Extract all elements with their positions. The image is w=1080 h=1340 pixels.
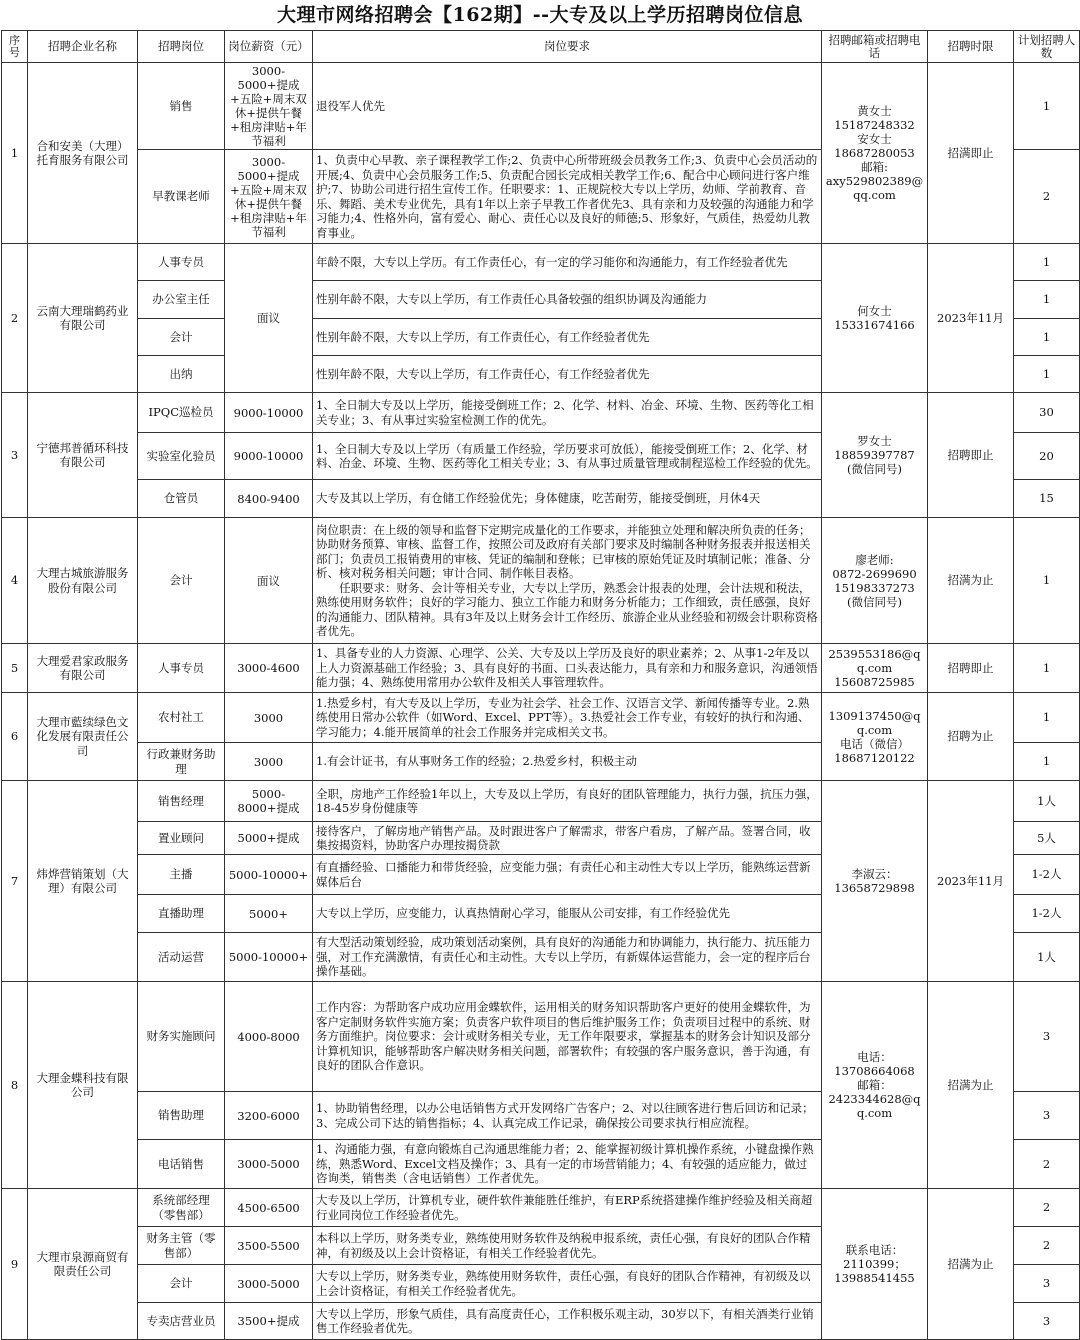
job-salary: 3000-5000+提成+五险+周末双休+提供午餐+租房津贴+年节福利 — [225, 150, 313, 244]
table-row — [2, 244, 1080, 281]
planned-count: 1 — [1014, 319, 1080, 356]
planned-count: 1 — [1014, 644, 1080, 693]
planned-count: 30 — [1014, 393, 1080, 433]
job-requirements: 有大型活动策划经验，成功策划活动案例，具有良好的沟通能力和协调能力，执行能力、抗压能力强，对工作充满激情，有责任心和主动性。大专以上学历，有新媒体运营能力，会一定的程序后台操作基础。 — [313, 933, 822, 982]
row-seq: 4 — [2, 518, 28, 644]
job-position: 人事专员 — [138, 644, 225, 693]
job-requirements: 1、协助销售经理，以办公电话销售方式开发网络广告客户；2、对以往顾客进行售后回访和记录；3、完成公司下达的销售指标；4、认真完成工作记录，确保按公司要求执行相应流程。 — [313, 1092, 822, 1140]
job-requirements: 性别年龄不限，大专以上学历，有工作责任心具备较强的组织协调及沟通能力 — [313, 281, 822, 319]
row-seq: 5 — [2, 644, 28, 693]
header-position: 招聘岗位 — [138, 31, 225, 63]
row-seq: 6 — [2, 693, 28, 781]
table-row — [2, 693, 1080, 743]
planned-count: 5人 — [1014, 822, 1080, 855]
job-requirements: 岗位职责：在上级的领导和监督下定期完成量化的工作要求，并能独立处理和解决所负责的任务；协助财务预算、审核、监督工作，按照公司及政府有关部门要求及时编制各种财务报表并报送相关部门；负责员工报销费用的审核、凭证的编制和登帐；已审核的原始凭证及时填制记帐；准备、分析、核对税务相关问题；审计合同、制作帐目表格。 任职要求：财务、会计等相关专业，大专以上学历，熟悉会计报表的处理，会计法规和税法，熟练使用财务软件；良好的学习能力、独立工作能力和财务分析能力；工作细致，责任感强，良好的沟通能力、团队精神。具有3年及以上财务会计工作经历、旅游企业从业经验和初级会计职称资格者优先。 — [313, 518, 822, 644]
job-requirements: 退役军人优先 — [313, 63, 822, 150]
job-position: 出纳 — [138, 356, 225, 393]
header-seq: 序号 — [2, 31, 28, 63]
job-salary: 3000 — [225, 743, 313, 781]
job-requirements: 全职，房地产工作经验1年以上，大专及以上学历，有良好的团队管理能力，执行力强，抗压力强，18-45岁身份健康等 — [313, 781, 822, 822]
job-position: 会计 — [138, 518, 225, 644]
row-seq: 7 — [2, 781, 28, 982]
table-row — [2, 518, 1080, 644]
deadline: 招满即止 — [928, 63, 1014, 244]
job-requirements: 1、具备专业的人力资源、心理学、公关、大专及以上学历及良好的职业素养；2、从事1-2年及以上人力资源基础工作经验；3、具有良好的书面、口头表达能力，具有亲和力和服务意识，沟通领悟能力强；4、熟练使用常用办公软件及相关人事管理软件。 — [313, 644, 822, 693]
company-name: 大理金蝶科技有限公司 — [28, 982, 138, 1189]
job-position: 行政兼财务助理 — [138, 743, 225, 781]
job-salary: 3500+提成 — [225, 1303, 313, 1340]
job-position: 销售助理 — [138, 1092, 225, 1140]
row-seq: 8 — [2, 982, 28, 1189]
job-salary: 3000-5000+提成+五险+周末双休+提供午餐+租房津贴+年节福利 — [225, 63, 313, 150]
deadline: 招满为止 — [928, 982, 1014, 1189]
job-requirements: 性别年龄不限，大专以上学历，有工作责任心，有工作经验者优先 — [313, 319, 822, 356]
job-salary: 3500-5500 — [225, 1227, 313, 1265]
job-position: 销售经理 — [138, 781, 225, 822]
header-company: 招聘企业名称 — [28, 31, 138, 63]
contact-info: 廖老师: 0872-2699690 15198337273 (微信同号) — [822, 518, 928, 644]
job-requirements: 1、全日制大专及以上学历，能接受倒班工作；2、化学、材料、冶金、环境、生物、医药等化工相关专业；3、有从事过实验室检测工作的优先。 — [313, 393, 822, 433]
job-salary: 面议 — [225, 518, 313, 644]
job-requirements: 1、负责中心早教、亲子课程教学工作;2、负责中心所带班级会员教务工作;3、负责中心会员活动的开展;4、负责中心会员服务工作;5、负责配合园长完成相关教学工作;6、配合中心顾问进行客户维护;7、协助公司进行招生宣传工作。任职要求：1、正规院校大专以上学历，幼师、学前教育、音乐、舞蹈、美术专业优先，具有1年以上亲子早教工作者优先3、具有亲和力及较强的沟通能力和学习能力;4、性格外向，富有爱心、耐心、责任心以及良好的师德;5、形象好，气质佳，热爱幼儿教育事业。 — [313, 150, 822, 244]
job-requirements: 大专以上学历，形象气质佳，具有高度责任心，工作积极乐观主动，30岁以下，有相关酒类行业销售工作经验者优先。 — [313, 1303, 822, 1340]
job-position: 人事专员 — [138, 244, 225, 281]
planned-count: 2 — [1014, 1227, 1080, 1265]
contact-info: 何女士 15331674166 — [822, 244, 928, 393]
job-requirements: 大专以上学历，应变能力，认真热情耐心学习，能服从公司安排，有工作经验优先 — [313, 895, 822, 933]
job-requirements: 年龄不限，大专以上学历。有工作责任心，有一定的学习能你和沟通能力，有工作经验者优先 — [313, 244, 822, 281]
job-position: 活动运营 — [138, 933, 225, 982]
job-position: 主播 — [138, 855, 225, 895]
job-salary: 5000+提成 — [225, 822, 313, 855]
job-salary: 5000-10000+ — [225, 855, 313, 895]
job-requirements: 本科以上学历，财务类专业，熟练使用财务软件及纳税申报系统，责任心强，有良好的团队合作精神，有初级及以上会计资格证，有相关工作经验者优先。 — [313, 1227, 822, 1265]
job-position: 系统部经理（零售部） — [138, 1189, 225, 1227]
job-requirements: 1.热爱乡村，有大专及以上学历，专业为社会学、社会工作、汉语言文学、新闻传播等专业。2.熟练使用日常办公软件（如Word、Excel、PPT等）。3.热爱社会工作专业，有较好的执行和沟通、学习能力；4.能开展简单的社会工作服务并完成相关文书。 — [313, 693, 822, 743]
job-salary: 3000-4600 — [225, 644, 313, 693]
planned-count: 3 — [1014, 1303, 1080, 1340]
job-position: 仓管员 — [138, 480, 225, 518]
planned-count: 1人 — [1014, 933, 1080, 982]
contact-info: 1309137450@qq.com 电话（微信） 18687120122 — [822, 693, 928, 781]
job-position: 财务实施顾问 — [138, 982, 225, 1092]
job-position: 会计 — [138, 319, 225, 356]
company-name: 宁德邦普循环科技有限公司 — [28, 393, 138, 518]
row-seq: 3 — [2, 393, 28, 518]
job-requirements: 1、全日制大专及以上学历（有质量工作经验，学历要求可放低），能接受倒班工作；2、化学、材料、冶金、环境、生物、医药等化工相关专业；3、有从事过质量管理或制程巡检工作经验的优先。 — [313, 433, 822, 480]
planned-count: 3 — [1014, 982, 1080, 1092]
job-position: IPQC巡检员 — [138, 393, 225, 433]
table-row — [2, 781, 1080, 822]
table-body — [2, 63, 1080, 1340]
company-name: 大理市泉源商贸有限责任公司 — [28, 1189, 138, 1340]
planned-count: 1-2人 — [1014, 895, 1080, 933]
planned-count: 1人 — [1014, 781, 1080, 822]
job-requirements: 大专及其以上学历，有仓储工作经验优先；身体健康，吃苦耐劳，能接受倒班，月休4天 — [313, 480, 822, 518]
header-count: 计划招聘人数 — [1014, 31, 1080, 63]
deadline: 招满为止 — [928, 518, 1014, 644]
job-salary: 3000-5000 — [225, 1140, 313, 1189]
page-title: 大理市网络招聘会【162期】--大专及以上学历招聘岗位信息 — [277, 4, 803, 26]
company-name: 大理古城旅游服务股份有限公司 — [28, 518, 138, 644]
job-salary: 5000+ — [225, 895, 313, 933]
header-row — [2, 31, 1080, 63]
job-salary: 3000-5000 — [225, 1265, 313, 1303]
job-requirements: 1.有会计证书，有从事财务工作的经验；2.热爱乡村，积极主动 — [313, 743, 822, 781]
planned-count: 20 — [1014, 433, 1080, 480]
job-salary: 8400-9400 — [225, 480, 313, 518]
table-row — [2, 63, 1080, 150]
job-salary: 4000-8000 — [225, 982, 313, 1092]
job-position: 实验室化验员 — [138, 433, 225, 480]
deadline: 招聘为止 — [928, 693, 1014, 781]
planned-count: 3 — [1014, 1265, 1080, 1303]
contact-info: 罗女士 18859397787 (微信同号) — [822, 393, 928, 518]
header-requirements: 岗位要求 — [313, 31, 822, 63]
job-position: 销售 — [138, 63, 225, 150]
table-row — [2, 982, 1080, 1092]
job-position: 电话销售 — [138, 1140, 225, 1189]
deadline: 招聘即止 — [928, 393, 1014, 518]
row-seq: 1 — [2, 63, 28, 244]
planned-count: 1 — [1014, 518, 1080, 644]
job-position: 置业顾问 — [138, 822, 225, 855]
job-requirements: 性别年龄不限，大专以上学历，有工作责任心，有工作经验者优先 — [313, 356, 822, 393]
job-requirements: 大专以上学历，财务类专业，熟练使用财务软件，责任心强，有良好的团队合作精神，有初级及以上会计资格证，有相关工作经验者优先。 — [313, 1265, 822, 1303]
planned-count: 1 — [1014, 693, 1080, 743]
contact-info: 李淑云： 13658729898 — [822, 781, 928, 982]
planned-count: 2 — [1014, 1140, 1080, 1189]
job-requirements: 1、沟通能力强，有意向锻炼自己沟通思维能力者；2、能掌握初级计算机操作系统，小键盘操作熟练，熟悉Word、Excel文档及操作；3、具有一定的市场营销能力；4、有较强的适应能力，做过咨询类，销售类（含电话销售）工作者优先。 — [313, 1140, 822, 1189]
deadline: 招聘即止 — [928, 644, 1014, 693]
planned-count: 2 — [1014, 150, 1080, 244]
row-seq: 2 — [2, 244, 28, 393]
planned-count: 1 — [1014, 63, 1080, 150]
table-row — [2, 1189, 1080, 1227]
planned-count: 1-2人 — [1014, 855, 1080, 895]
job-salary: 9000-10000 — [225, 393, 313, 433]
job-salary: 5000-10000+ — [225, 933, 313, 982]
contact-info: 电话： 13708664068 邮箱： 2423344628@qq.com — [822, 982, 928, 1189]
job-position: 专卖店营业员 — [138, 1303, 225, 1340]
job-salary: 3200-6000 — [225, 1092, 313, 1140]
job-position: 财务主管（零售部） — [138, 1227, 225, 1265]
planned-count: 1 — [1014, 244, 1080, 281]
job-requirements: 大专及以上学历，计算机专业，硬件软件兼能胜任维护，有ERP系统搭建操作维护经验及相关商超行业同岗位工作经验者优先。 — [313, 1189, 822, 1227]
job-requirements: 工作内容：为帮助客户成功应用金蝶软件，运用相关的财务知识帮助客户更好的使用金蝶软件，为客户定制财务软件实施方案；负责客户软件项目的售后维护服务工作；负责项目过程中的系统、财务方面维护。岗位要求：会计或财务相关专业，无工作年限要求，掌握基本的财务会计知识及部分计算机知识，能够帮助客户解决财务相关问题，部署软件；有较强的客户服务意识，善于沟通，有良好的团队合作意识。 — [313, 982, 822, 1092]
company-name: 合和安美（大理）托育服务有限公司 — [28, 63, 138, 244]
contact-info: 2539553186@qq.com 15608725985 — [822, 644, 928, 693]
company-name: 炜烨营销策划（大理）有限公司 — [28, 781, 138, 982]
planned-count: 15 — [1014, 480, 1080, 518]
company-name: 大理市藍续绿色文化发展有限责任公司 — [28, 693, 138, 781]
job-salary: 9000-10000 — [225, 433, 313, 480]
job-requirements: 有直播经验、口播能力和带货经验，应变能力强；有责任心和主动性大专以上学历，能熟练运营新媒体后台 — [313, 855, 822, 895]
job-table — [1, 30, 1080, 1340]
job-position: 直播助理 — [138, 895, 225, 933]
planned-count: 3 — [1014, 1092, 1080, 1140]
planned-count: 1 — [1014, 356, 1080, 393]
job-salary: 5000-8000+提成 — [225, 781, 313, 822]
header-deadline: 招聘时限 — [928, 31, 1014, 63]
job-salary: 4500-6500 — [225, 1189, 313, 1227]
header-contact: 招聘邮箱或招聘电话 — [822, 31, 928, 63]
company-name: 大理爱君家政服务有限公司 — [28, 644, 138, 693]
header-salary: 岗位薪资（元） — [225, 31, 313, 63]
contact-info: 联系电话： 2110399； 13988541455 — [822, 1189, 928, 1340]
row-seq: 9 — [2, 1189, 28, 1340]
job-position: 早教课老师 — [138, 150, 225, 244]
company-name: 云南大理瑞鹤药业有限公司 — [28, 244, 138, 393]
job-salary: 3000 — [225, 693, 313, 743]
job-position: 会计 — [138, 1265, 225, 1303]
planned-count: 2 — [1014, 1189, 1080, 1227]
deadline: 招满为止 — [928, 1189, 1014, 1340]
job-salary: 面议 — [225, 244, 313, 393]
table-row — [2, 393, 1080, 433]
job-position: 办公室主任 — [138, 281, 225, 319]
deadline: 2023年11月 — [928, 781, 1014, 982]
contact-info: 黄女士 15187248332 安女士 18687280053 邮箱: axy529802389@qq.com — [822, 63, 928, 244]
planned-count: 1 — [1014, 743, 1080, 781]
deadline: 2023年11月 — [928, 244, 1014, 393]
table-row — [2, 644, 1080, 693]
planned-count: 1 — [1014, 281, 1080, 319]
job-position: 农村社工 — [138, 693, 225, 743]
job-requirements: 接待客户，了解房地产销售产品。及时跟进客户了解需求，带客户看房，了解产品。签署合同，收集按揭资料，协助客户办理按揭贷款 — [313, 822, 822, 855]
